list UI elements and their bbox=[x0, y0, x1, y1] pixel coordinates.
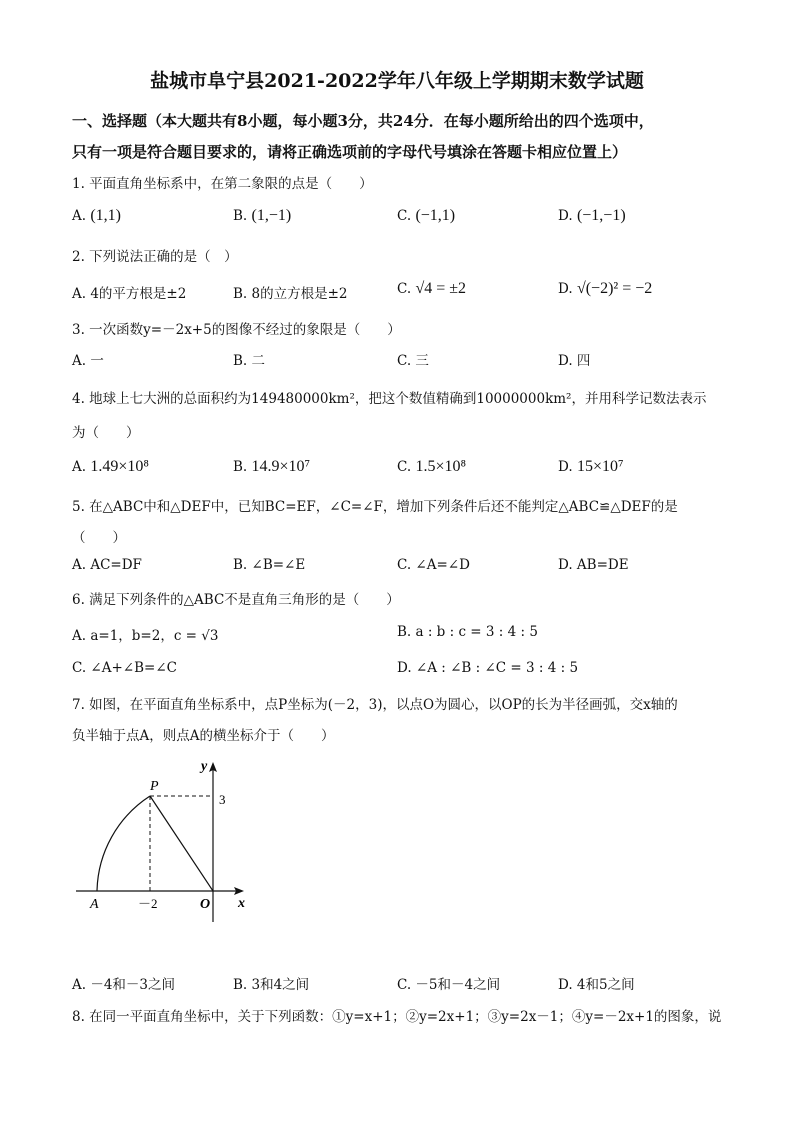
section-heading-line1: 一、选择题（本大题共有8小题，每小题3分，共24分．在每小题所给出的四个选项中， bbox=[72, 112, 654, 130]
y-axis-label: y bbox=[201, 759, 208, 774]
point-a-label: A bbox=[90, 897, 99, 912]
q4-option-d-label: D. bbox=[558, 459, 573, 475]
tick-label-3: 3 bbox=[219, 792, 226, 807]
point-p-label: P bbox=[150, 779, 159, 794]
page-title: 盐城市阜宁县2021-2022学年八年级上学期期末数学试题 bbox=[150, 70, 644, 92]
q7-figure bbox=[60, 750, 260, 930]
section-heading-line2: 只有一项是符合题目要求的，请将正确选项前的字母代号填涂在答题卡相应位置上） bbox=[72, 143, 628, 161]
q5-option-b: B. ∠B=∠E bbox=[233, 557, 306, 573]
q2-option-d bbox=[558, 280, 652, 298]
q6-option-b: B. a : b : c = 3 : 4 : 5 bbox=[397, 624, 538, 640]
q8-stem: 8. 在同一平面直角坐标中，关于下列函数：①y=x+1；②y=2x+1；③y=2x－1；④y=－2x+1的图象，说 bbox=[72, 1009, 722, 1025]
q6-option-a: A. a=1，b=2，c = √3 bbox=[72, 628, 219, 644]
q4-option-c-label: C. bbox=[397, 459, 412, 475]
q4-option-b bbox=[233, 458, 310, 476]
q4-option-d-value: 15×10⁷ bbox=[576, 458, 624, 475]
arc-ap bbox=[97, 796, 150, 891]
q2-stem: 2. 下列说法正确的是（ ） bbox=[72, 249, 238, 265]
q2-option-c-expr: √4 = ±2 bbox=[415, 280, 467, 297]
q2-option-b: B. 8的立方根是±2 bbox=[233, 286, 348, 302]
q4-option-a bbox=[72, 458, 149, 476]
x-axis-label: x bbox=[238, 896, 245, 911]
q4-option-c bbox=[397, 458, 466, 476]
q1-option-c-label: C. bbox=[397, 208, 412, 224]
q7-stem-line1: 7. 如图，在平面直角坐标系中，点P坐标为(－2，3)，以点O为圆心，以OP的长为半径画弧，交x轴的 bbox=[72, 697, 678, 713]
q7-option-d: D. 4和5之间 bbox=[558, 977, 635, 993]
q5-option-a: A. AC=DF bbox=[72, 557, 142, 573]
q4-option-a-value: 1.49×10⁸ bbox=[90, 458, 149, 475]
q4-option-a-label: A. bbox=[72, 459, 87, 475]
q1-option-d-value: (−1,−1) bbox=[576, 207, 626, 224]
q7-option-c: C. －5和－4之间 bbox=[397, 977, 501, 993]
q1-option-c-value: (−1,1) bbox=[415, 207, 456, 224]
q1-option-a bbox=[72, 207, 121, 225]
origin-label: O bbox=[200, 897, 211, 912]
q3-stem: 3. 一次函数y=－2x+5的图像不经过的象限是（ ） bbox=[72, 322, 401, 338]
q1-option-b-label: B. bbox=[233, 208, 248, 224]
q2-option-c bbox=[397, 280, 466, 298]
q1-option-a-value: (1,1) bbox=[90, 207, 121, 224]
q4-option-c-value: 1.5×10⁸ bbox=[415, 458, 467, 475]
q4-stem-line2: 为（ ） bbox=[72, 425, 140, 441]
tick-label-neg2: －2 bbox=[138, 896, 158, 911]
q6-stem: 6. 满足下列条件的△ABC不是直角三角形的是（ ） bbox=[72, 592, 400, 608]
q5-stem-line2: （ ） bbox=[72, 530, 126, 546]
q5-option-c: C. ∠A=∠D bbox=[397, 557, 470, 573]
q4-option-b-value: 14.9×10⁷ bbox=[251, 458, 311, 475]
q1-stem: 1. 平面直角坐标系中，在第二象限的点是（ ） bbox=[72, 176, 373, 192]
q1-option-b-value: (1,−1) bbox=[251, 207, 292, 224]
q7-stem-line2: 负半轴于点A，则点A的横坐标介于（ ） bbox=[72, 728, 335, 744]
q2-option-c-label: C. bbox=[397, 281, 412, 297]
q2-option-a: A. 4的平方根是±2 bbox=[72, 286, 187, 302]
q1-option-d-label: D. bbox=[558, 208, 573, 224]
q4-option-d bbox=[558, 458, 624, 476]
segment-op bbox=[150, 796, 213, 891]
q1-option-d bbox=[558, 207, 626, 225]
q3-option-b: B. 二 bbox=[233, 353, 266, 369]
q1-option-b bbox=[233, 207, 291, 225]
q6-option-c: C. ∠A+∠B=∠C bbox=[72, 660, 177, 676]
q3-option-c: C. 三 bbox=[397, 353, 429, 369]
q5-option-d: D. AB=DE bbox=[558, 557, 629, 573]
q7-option-a: A. －4和－3之间 bbox=[72, 977, 176, 993]
q2-option-d-expr: √(−2)² = −2 bbox=[576, 280, 653, 297]
q6-option-d: D. ∠A : ∠B : ∠C = 3 : 4 : 5 bbox=[397, 660, 579, 676]
q4-stem-line1: 4. 地球上七大洲的总面积约为149480000km²，把这个数值精确到10000000km²，并用科学记数法表示 bbox=[72, 391, 707, 407]
q3-option-d: D. 四 bbox=[558, 353, 591, 369]
q3-option-a: A. 一 bbox=[72, 353, 104, 369]
q7-option-b: B. 3和4之间 bbox=[233, 977, 310, 993]
q2-option-d-label: D. bbox=[558, 281, 573, 297]
q5-stem-line1: 5. 在△ABC中和△DEF中，已知BC=EF，∠C=∠F，增加下列条件后还不能判定△ABC≌△DEF的是 bbox=[72, 499, 678, 515]
q4-option-b-label: B. bbox=[233, 459, 248, 475]
q1-option-a-label: A. bbox=[72, 208, 87, 224]
q1-option-c bbox=[397, 207, 455, 225]
